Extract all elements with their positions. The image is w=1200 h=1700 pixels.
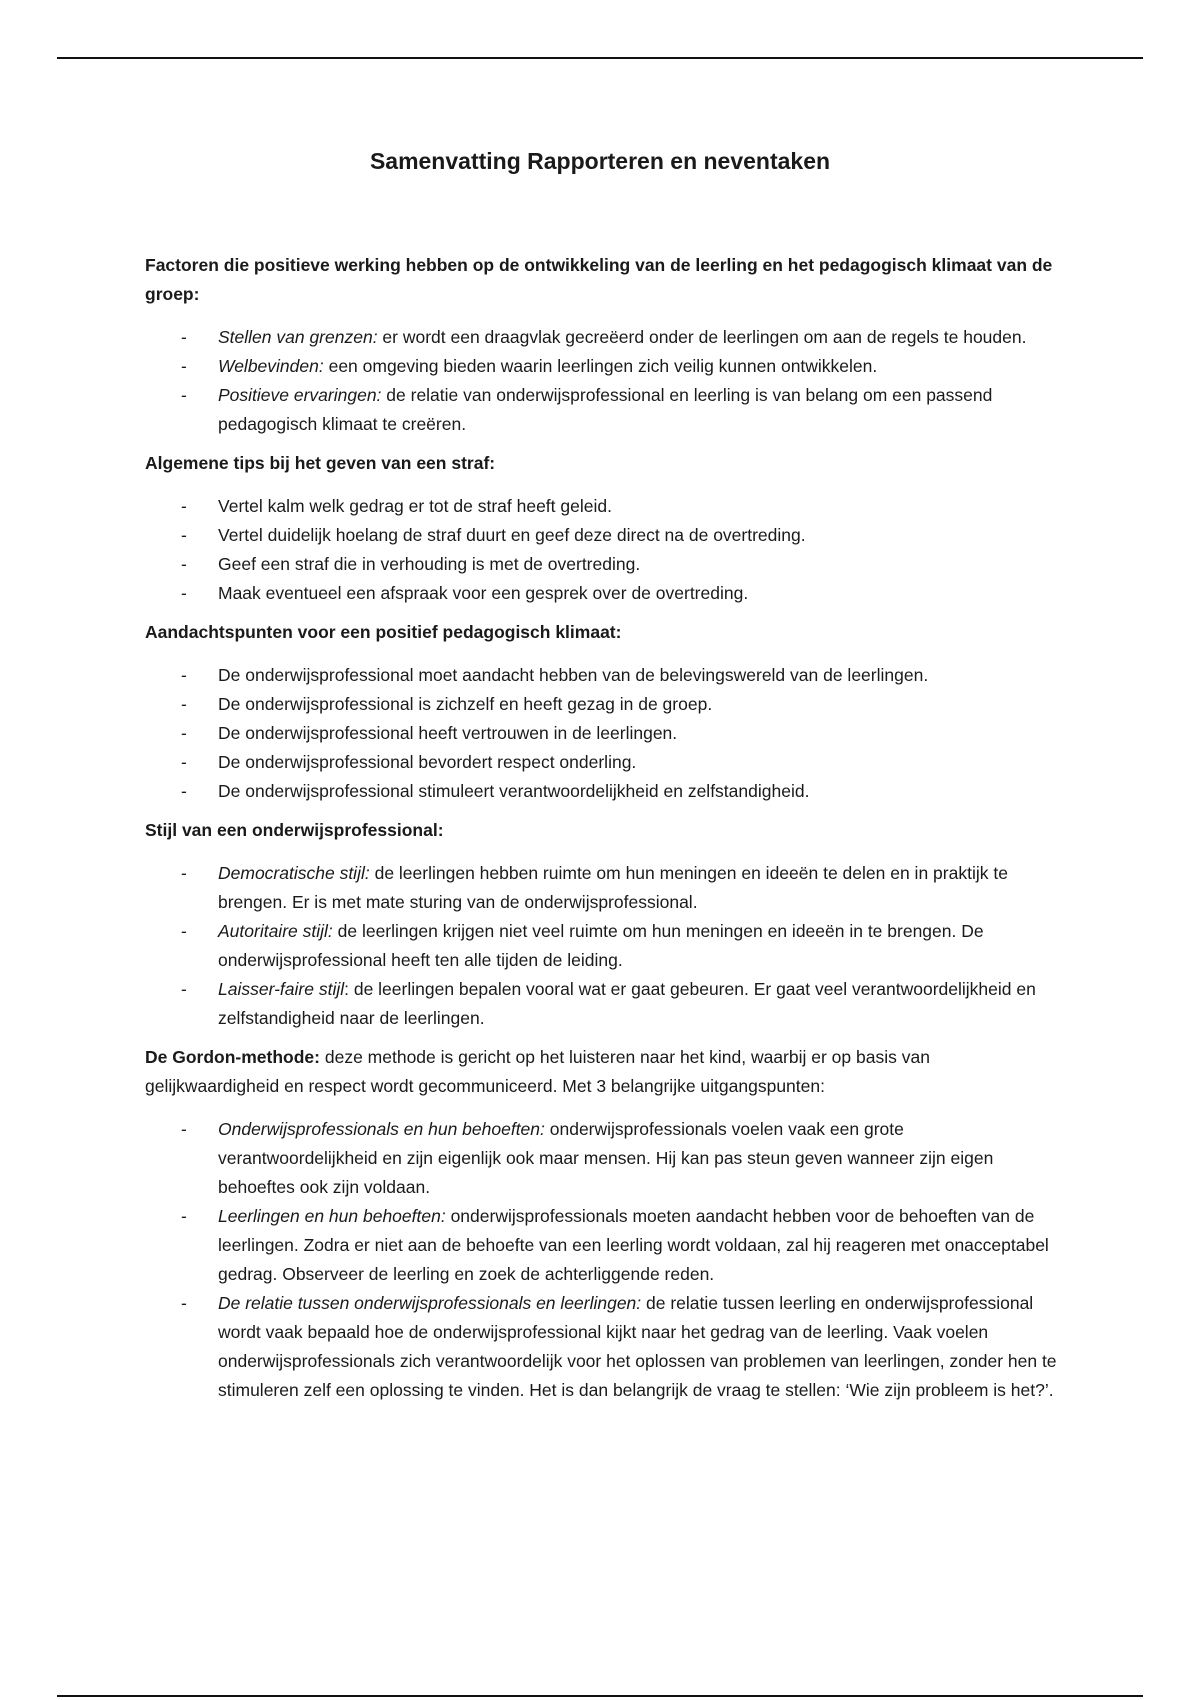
list-item: - Geef een straf die in verhouding is met de overtreding. [145, 550, 1057, 579]
list-item [145, 1202, 1057, 1289]
gordon-intro: deze methode is gericht op het luisteren naar het kind, waarbij er op basis van gelijkwaardigheid en respect wordt gecommuniceerd. Met 3 belangrijke uitgangspunten: [145, 1047, 930, 1096]
item-term: De relatie tussen onderwijsprofessionals en leerlingen: [218, 1293, 642, 1313]
list-item [145, 1115, 1057, 1202]
item-text: onderwijsprofessionals moeten aandacht hebben voor de behoeften van de leerlingen. Zodra er niet aan de behoefte van een leerling wordt voldaan, zal hij reageren met onacceptabel gedrag. Observeer de leerling en zoek de achterliggende reden. [218, 1206, 1049, 1284]
list-item: - De onderwijsprofessional is zichzelf en heeft gezag in de groep. [145, 690, 1057, 719]
document-title: Samenvatting Rapporteren en neventaken [369, 148, 831, 174]
item-text: onderwijsprofessionals voelen vaak een grote verantwoordelijkheid en zijn eigenlijk ook maar mensen. Hij kan pas steun geven wanneer zijn eigen behoeftes ook zijn voldaan. [218, 1119, 994, 1197]
list-item [145, 352, 1057, 381]
list-item: - Maak eventueel een afspraak voor een gesprek over de overtreding. [145, 579, 1057, 608]
stijl-list [145, 859, 1057, 1033]
document-body [145, 251, 1057, 1415]
item-text: de relatie tussen leerling en onderwijsprofessional wordt vaak bepaald hoe de onderwijsprofessional kijkt naar het gedrag van de leerling. Vaak voelen onderwijsprofessionals zich verantwoordelijk voor het oplossen van problemen van leerlingen, zonder hen te stimuleren zelf een oplossing te vinden. Het is dan belangrijk de vraag te stellen: ‘Wie zijn probleem is het?’. [218, 1293, 1057, 1400]
list-item [145, 381, 1057, 439]
section-heading-aandachtspunten: Aandachtspunten voor een positief pedagogisch klimaat: [145, 622, 622, 642]
item-text: een omgeving bieden waarin leerlingen zich veilig kunnen ontwikkelen. [323, 356, 878, 376]
item-text: de relatie van onderwijsprofessional en leerling is van belang om een passend pedagogisch klimaat te creëren. [218, 385, 993, 434]
item-term: Democratische stijl: [218, 863, 370, 883]
item-text: : de leerlingen bepalen vooral wat er gaat gebeuren. Er gaat veel verantwoordelijkheid en zelfstandigheid naar de leerlingen. [218, 979, 1036, 1028]
item-term: Onderwijsprofessionals en hun behoeften: [218, 1119, 545, 1139]
item-term: Welbevinden: [218, 356, 324, 376]
bottom-rule [57, 1695, 1143, 1697]
section-heading-stijl: Stijl van een onderwijsprofessional: [145, 820, 444, 840]
item-text: de leerlingen krijgen niet veel ruimte om hun meningen en ideeën in te brengen. De onderwijsprofessional heeft ten alle tijden de leiding. [218, 921, 984, 970]
list-item: - De onderwijsprofessional moet aandacht hebben van de belevingswereld van de leerlingen. [145, 661, 1057, 690]
item-text: de leerlingen hebben ruimte om hun meningen en ideeën te delen en in praktijk te brengen. Er is met mate sturing van de onderwijsprofessional. [218, 863, 1008, 912]
aandachtspunten-list [145, 661, 1057, 806]
list-item: - De onderwijsprofessional heeft vertrouwen in de leerlingen. [145, 719, 1057, 748]
item-term: Laisser-faire stijl [218, 979, 345, 999]
item-term: Positieve ervaringen: [218, 385, 382, 405]
straf-tips-list [145, 492, 1057, 608]
list-item [145, 1289, 1057, 1405]
item-term: Leerlingen en hun behoeften: [218, 1206, 446, 1226]
gordon-intro-paragraph [145, 1043, 1057, 1101]
list-item: - De onderwijsprofessional bevordert respect onderling. [145, 748, 1057, 777]
list-item [145, 323, 1057, 352]
gordon-lead: De Gordon-methode: [145, 1047, 320, 1067]
section-heading-straf-tips: Algemene tips bij het geven van een straf: [145, 453, 496, 473]
item-text: er wordt een draagvlak gecreëerd onder de leerlingen om aan de regels te houden. [377, 327, 1027, 347]
list-item: - Vertel kalm welk gedrag er tot de straf heeft geleid. [145, 492, 1057, 521]
top-rule [57, 57, 1143, 59]
list-item: - De onderwijsprofessional stimuleert verantwoordelijkheid en zelfstandigheid. [145, 777, 1057, 806]
list-item: - Vertel duidelijk hoelang de straf duurt en geef deze direct na de overtreding. [145, 521, 1057, 550]
item-term: Stellen van grenzen: [218, 327, 378, 347]
list-item [145, 975, 1057, 1033]
section-heading-factoren: Factoren die positieve werking hebben op de ontwikkeling van de leerling en het pedagogisch klimaat van de groep: [145, 255, 1053, 304]
gordon-list [145, 1115, 1057, 1405]
factoren-list [145, 323, 1057, 439]
item-term: Autoritaire stijl: [218, 921, 333, 941]
list-item [145, 917, 1057, 975]
list-item [145, 859, 1057, 917]
